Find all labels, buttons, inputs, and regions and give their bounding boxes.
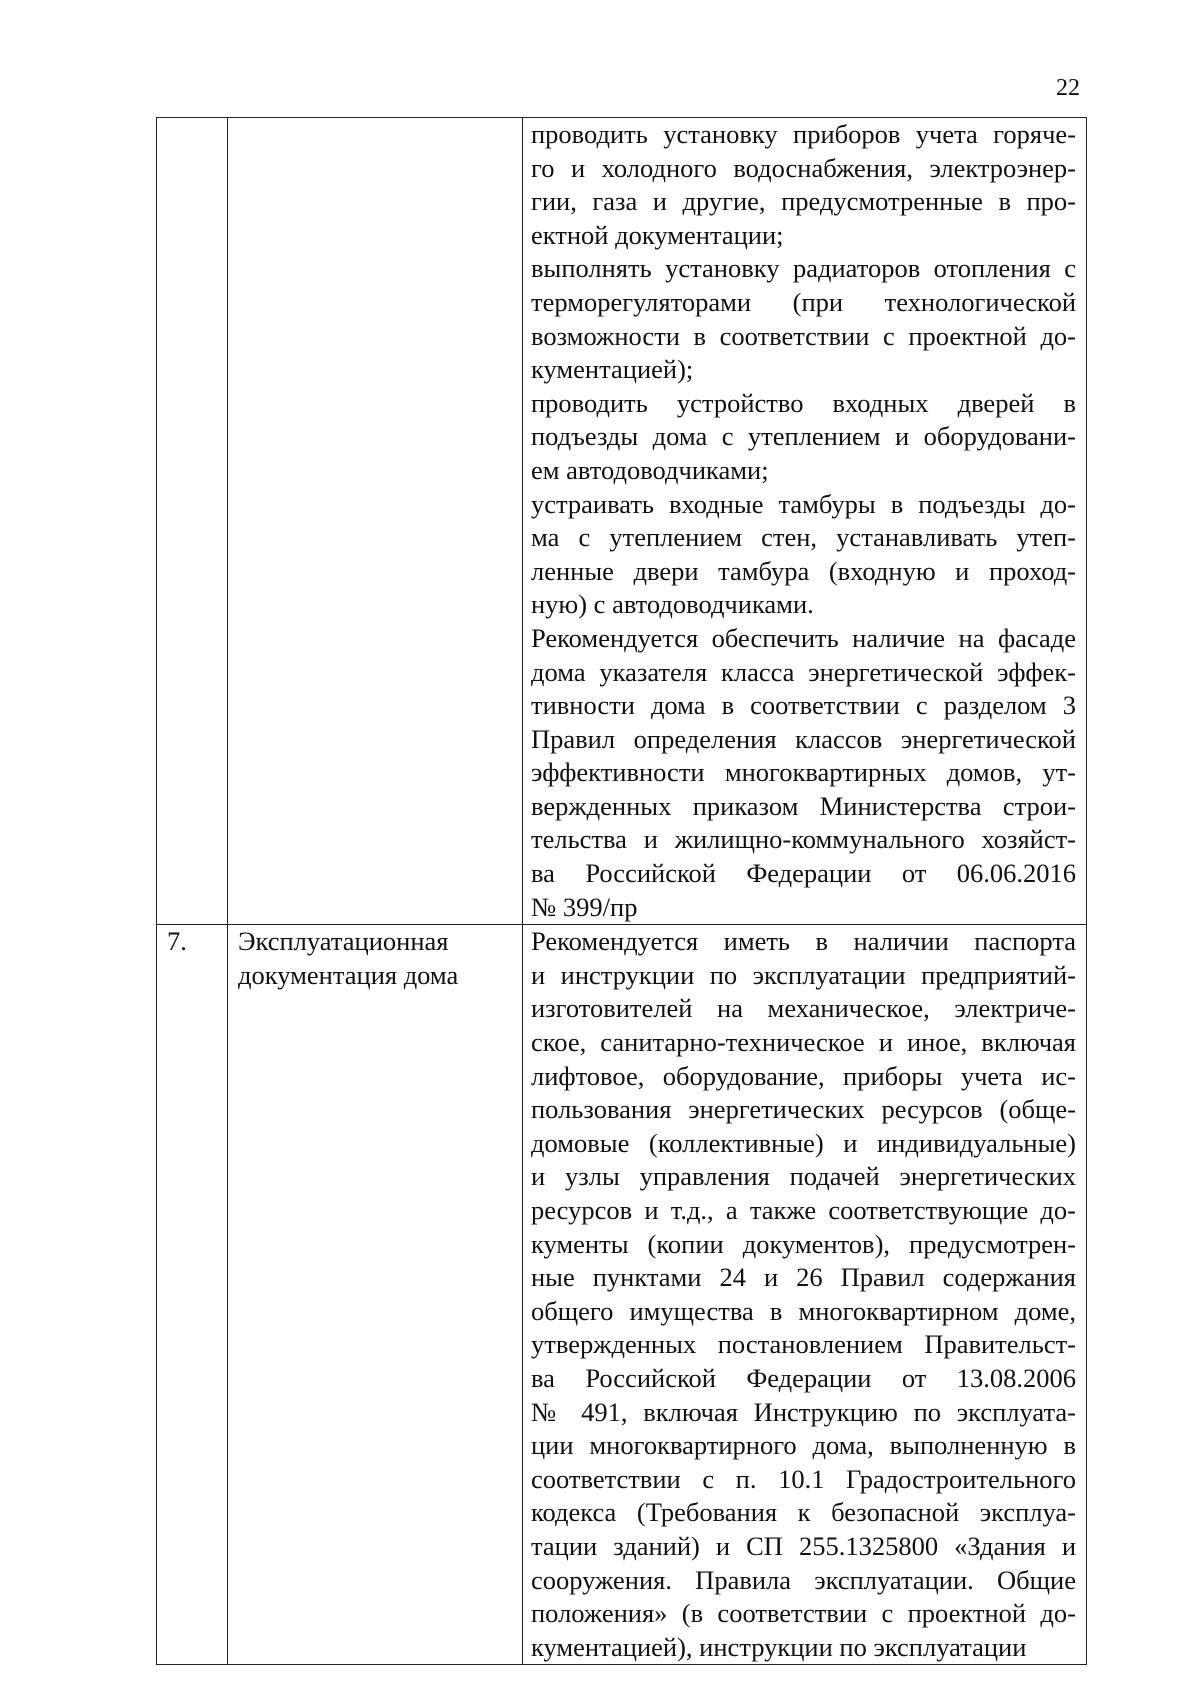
text-line: Рекомендуется обеспечить наличие на фасаде [531,622,1076,653]
row-number-cell [157,118,228,925]
text-line: подъезды дома с утеплением и оборудовани- [531,421,1076,452]
row-number: 7. [167,926,187,957]
text-line: тации зданий) и СП 255.1325800 «Здания и [531,1530,1076,1561]
text-line: домовые (коллективные) и индивидуальные) [531,1127,1076,1158]
text-line: ные пунктами 24 и 26 Правил содержания [531,1262,1076,1293]
text-line: общего имущества в многоквартирном доме, [531,1295,1076,1326]
text-line: ции многоквартирного дома, выполненную в [531,1430,1076,1461]
page-number: 22 [1056,75,1080,101]
text-line: изготовителей на механическое, электриче- [531,993,1076,1024]
text-line: ресурсов и т.д., а также соответствующие до- [531,1195,1076,1225]
text-line: и узлы управления подачей энергетических [531,1161,1076,1192]
text-line: го и холодного водоснабжения, электроэнер- [531,152,1076,183]
text-line: пользования энергетических ресурсов (обще- [531,1094,1076,1125]
paragraph [531,387,1076,488]
text-line: устраивать входные тамбуры в подъезды до- [531,488,1076,519]
text-line: кодекса (Требования к безопасной эксплуа- [531,1497,1076,1528]
text-line: Правил определения классов энергетической [531,723,1076,754]
text-line: и инструкции по эксплуатации предприятий- [531,959,1076,990]
paragraph [531,488,1076,622]
text-line: кументы (копии документов), предусмотрен- [531,1228,1076,1259]
text-line: ва Российской Федерации от 06.06.2016 [531,858,1076,889]
row-name-cell [228,925,523,1665]
text-line: кументацией), инструкции по эксплуатации [531,1631,1027,1662]
row-text-cell [523,925,1087,1665]
paragraph [531,252,1076,386]
text-line: ленные двери тамбура (входную и проход- [531,555,1076,586]
text-line: гии, газа и другие, предусмотренные в про- [531,186,1076,217]
text-line: ектной документации; [531,219,784,250]
text-line: проводить устройство входных дверей в [531,387,1076,418]
row-name-line: документация дома [238,959,459,990]
paragraph [531,925,1076,1664]
text-line: тельства и жилищно-коммунального хозяйст- [531,824,1076,855]
text-line: эффективности многоквартирных домов, ут- [531,757,1076,788]
paragraph [531,118,1076,252]
text-line: Рекомендуется иметь в наличии паспорта [531,926,1076,957]
text-line: ское, санитарно-техническое и иное, включая [531,1027,1076,1058]
text-line: ную) с автодоводчиками. [531,589,814,620]
row-text-cell [523,118,1087,925]
table-row [157,118,1087,925]
text-line: выполнять установку радиаторов отопления с [531,253,1076,284]
text-line: утвержденных постановлением Правительст- [531,1329,1076,1360]
text-line: № 399/пр [531,891,638,922]
text-line: № 491, включая Инструкцию по эксплуата- [531,1396,1076,1427]
text-line: ма с утеплением стен, устанавливать утеп- [531,522,1076,553]
text-line: дома указателя класса энергетической эффек- [531,656,1076,687]
text-line: терморегуляторами (при технологической [531,286,1076,317]
requirements-table [156,117,1087,1665]
text-line: возможности в соответствии с проектной до- [531,320,1076,351]
text-line: ва Российской Федерации от 13.08.2006 [531,1362,1076,1393]
text-line: тивности дома в соответствии с разделом 3 [531,690,1076,721]
text-line: кументацией); [531,354,694,385]
table-row [157,925,1087,1665]
text-line: сооружения. Правила эксплуатации. Общие [531,1564,1076,1595]
text-line: лифтовое, оборудование, приборы учета ис- [531,1060,1076,1091]
text-line: вержденных приказом Министерства строи- [531,790,1076,821]
row-number-cell [157,925,228,1665]
text-line: положения» (в соответствии с проектной до- [531,1598,1076,1629]
text-line: соответствии с п. 10.1 Градостроительного [531,1463,1076,1494]
paragraph [531,622,1076,924]
row-name-line: Эксплуатационная [238,926,449,957]
row-name-cell [228,118,523,925]
text-line: ем автодоводчиками; [531,454,769,485]
text-line: проводить установку приборов учета горяче- [531,119,1076,149]
